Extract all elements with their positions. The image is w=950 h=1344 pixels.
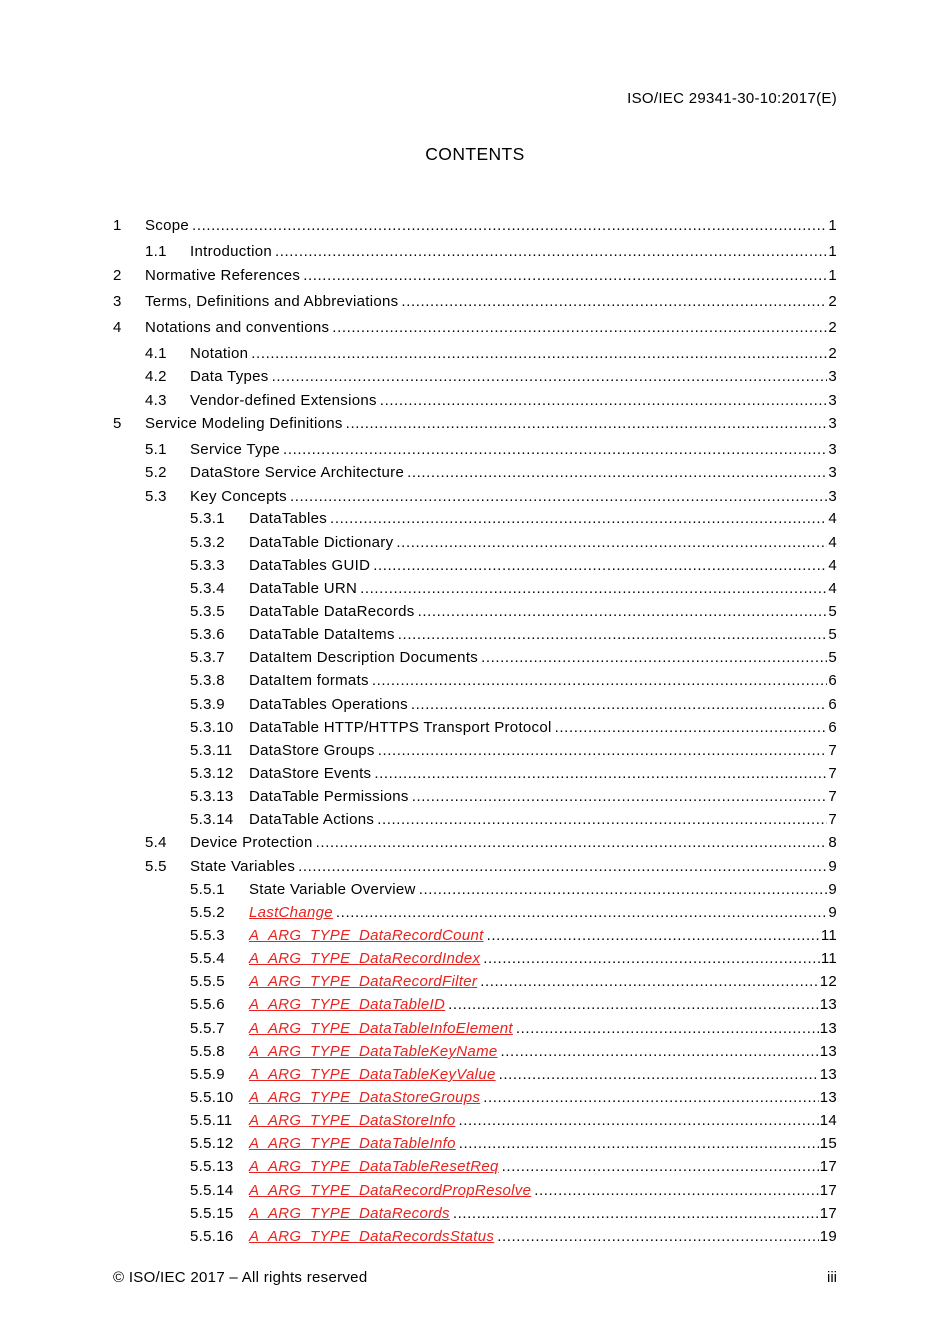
toc-entry-link[interactable]: A_ARG_TYPE_DataTableKeyName	[249, 1043, 498, 1060]
toc-entry	[0, 625, 950, 645]
dot-leader	[360, 579, 827, 599]
toc-entry-number: 5.5.14	[190, 1182, 234, 1199]
toc-entry-link[interactable]: A_ARG_TYPE_DataTableInfoElement	[249, 1020, 513, 1037]
toc-entry-page: 7	[828, 788, 837, 805]
toc-entry-line	[249, 1088, 837, 1108]
toc-entry-page: 2	[828, 345, 837, 362]
toc-entry-number: 5	[113, 415, 122, 432]
toc-entry[interactable]	[0, 972, 950, 992]
toc-entry-line	[249, 926, 837, 946]
toc-entry-number: 5.5.9	[190, 1066, 225, 1083]
toc-entry-line	[249, 972, 837, 992]
toc-entry-line	[249, 1157, 837, 1177]
toc-entry-link[interactable]: A_ARG_TYPE_DataStoreGroups	[249, 1089, 481, 1106]
toc-entry-page: 12	[819, 973, 837, 990]
toc-entry-page: 13	[819, 996, 837, 1013]
toc-entry-title: Scope	[145, 217, 190, 234]
dot-leader	[481, 648, 827, 668]
toc-entry-number: 5.5.2	[190, 904, 225, 921]
toc-entry	[0, 391, 950, 411]
dot-leader	[374, 764, 827, 784]
toc-entry-link[interactable]: A_ARG_TYPE_DataRecordIndex	[249, 950, 481, 967]
toc-entry-page: 9	[828, 858, 837, 875]
dot-leader	[298, 857, 827, 877]
toc-entry[interactable]	[0, 1111, 950, 1131]
toc-entry-link[interactable]: A_ARG_TYPE_DataRecords	[249, 1205, 450, 1222]
dot-leader	[303, 266, 827, 286]
toc-entry-link[interactable]: A_ARG_TYPE_DataRecordFilter	[249, 973, 478, 990]
toc-entry-line	[190, 487, 837, 507]
toc-entry-page: 15	[819, 1135, 837, 1152]
page-title: CONTENTS	[425, 144, 525, 164]
toc-entry-link[interactable]: A_ARG_TYPE_DataStoreInfo	[249, 1112, 456, 1129]
toc-entry	[0, 648, 950, 668]
toc-entry-title: Service Type	[190, 441, 281, 458]
toc-entry	[0, 242, 950, 262]
toc-entry-number: 5.3.7	[190, 649, 225, 666]
toc-entry	[0, 602, 950, 622]
toc-entry-line	[249, 648, 837, 668]
toc-entry	[0, 787, 950, 807]
toc-entry-page: 17	[819, 1182, 837, 1199]
dot-leader	[458, 1111, 818, 1131]
toc-entry[interactable]	[0, 1134, 950, 1154]
dot-leader	[372, 671, 828, 691]
toc-entry-page: 13	[819, 1089, 837, 1106]
toc-entry-link[interactable]: A_ARG_TYPE_DataTableID	[249, 996, 446, 1013]
toc-entry-number: 5.2	[145, 464, 167, 481]
toc-entry-title: DataTable URN	[249, 580, 358, 597]
toc-entry-title: Notation	[190, 345, 249, 362]
toc-entry-line	[190, 367, 837, 387]
toc-entry	[0, 344, 950, 364]
toc-entry-line	[249, 1111, 837, 1131]
toc-entry-page: 19	[819, 1228, 837, 1245]
toc-entry-link[interactable]: A_ARG_TYPE_DataTableKeyValue	[249, 1066, 496, 1083]
dot-leader	[290, 487, 827, 507]
toc-entry	[0, 671, 950, 691]
toc-entry-line	[249, 764, 837, 784]
toc-entry-page: 4	[828, 580, 837, 597]
toc-entry-page: 13	[819, 1043, 837, 1060]
toc-entry-title: DataTables Operations	[249, 696, 408, 713]
dot-leader	[502, 1157, 819, 1177]
dot-leader	[275, 242, 827, 262]
page-number: iii	[827, 1269, 837, 1286]
toc-entry-line	[249, 1042, 837, 1062]
toc-entry-line	[249, 1065, 837, 1085]
toc-entry-line	[249, 695, 837, 715]
toc-entry-number: 2	[113, 267, 122, 284]
dot-leader	[483, 1088, 818, 1108]
toc-entry-page: 11	[820, 950, 837, 967]
toc-entry-line	[249, 625, 837, 645]
toc-entry-number: 5.5.10	[190, 1089, 234, 1106]
toc-entry-title: DataTable Actions	[249, 811, 375, 828]
toc-entry-link[interactable]: A_ARG_TYPE_DataRecordsStatus	[249, 1228, 495, 1245]
dot-leader	[396, 533, 827, 553]
toc-entry-line	[190, 463, 837, 483]
toc-entry-number: 5.3.10	[190, 719, 234, 736]
toc-entry-page: 7	[828, 811, 837, 828]
toc-entry-line	[249, 810, 837, 830]
dot-leader	[418, 602, 828, 622]
dot-leader	[497, 1227, 819, 1247]
toc-entry-line	[249, 1227, 837, 1247]
toc-entry	[0, 463, 950, 483]
toc-entry-page: 5	[828, 626, 837, 643]
dot-leader	[346, 414, 828, 434]
toc-entry-number: 5.5.5	[190, 973, 225, 990]
toc-entry[interactable]	[0, 903, 950, 923]
toc-entry-title: Data Types	[190, 368, 269, 385]
dot-leader	[316, 833, 828, 853]
toc-entry[interactable]	[0, 926, 950, 946]
toc-entry-number: 5.5.13	[190, 1158, 234, 1175]
toc-entry-page: 5	[828, 649, 837, 666]
toc-entry-page: 14	[819, 1112, 837, 1129]
toc-entry-number: 5.5.8	[190, 1043, 225, 1060]
toc-entry	[0, 414, 950, 434]
toc-entry-number: 5.5.7	[190, 1020, 225, 1037]
toc-entry-number: 5.3.3	[190, 557, 225, 574]
toc-entry-title: Normative References	[145, 267, 301, 284]
toc-entry-number: 4.2	[145, 368, 167, 385]
dot-leader	[380, 391, 828, 411]
toc-entry-number: 5.3.2	[190, 534, 225, 551]
toc-entry-number: 3	[113, 293, 122, 310]
toc-entry-line	[249, 787, 837, 807]
toc-entry	[0, 292, 950, 312]
dot-leader	[411, 695, 827, 715]
toc-entry-line	[249, 1181, 837, 1201]
toc-entry-page: 4	[828, 510, 837, 527]
toc-entry-number: 5.5.11	[190, 1112, 233, 1129]
toc-entry	[0, 857, 950, 877]
toc-entry-number: 5.3.1	[190, 510, 225, 527]
toc-entry[interactable]	[0, 1157, 950, 1177]
toc-entry-line	[249, 671, 837, 691]
toc-entry-link[interactable]: LastChange	[249, 904, 333, 921]
toc-entry-line	[249, 509, 837, 529]
toc-entry-page: 6	[828, 719, 837, 736]
toc-entry-page: 9	[828, 904, 837, 921]
toc-entry-link[interactable]: A_ARG_TYPE_DataTableResetReq	[249, 1158, 499, 1175]
toc-entry-line	[190, 242, 837, 262]
dot-leader	[272, 367, 828, 387]
toc-entry	[0, 810, 950, 830]
dot-leader	[483, 949, 820, 969]
dot-leader	[401, 292, 827, 312]
toc-entry-line	[249, 949, 837, 969]
toc-entry	[0, 579, 950, 599]
toc-entry-number: 5.4	[145, 834, 167, 851]
toc-entry-number: 1.1	[145, 243, 167, 260]
toc-entry-number: 5.5.1	[190, 881, 225, 898]
dot-leader	[453, 1204, 819, 1224]
toc-entry	[0, 318, 950, 338]
toc-entry-line	[249, 1134, 837, 1154]
toc-entry-title: Key Concepts	[190, 488, 287, 505]
toc-entry-number: 5.3.12	[190, 765, 234, 782]
toc-entry[interactable]	[0, 1065, 950, 1085]
toc-entry-page: 3	[828, 368, 837, 385]
document-id: ISO/IEC 29341-30-10:2017(E)	[627, 90, 837, 107]
toc-entry	[0, 880, 950, 900]
toc-entry-page: 6	[828, 672, 837, 689]
toc-entry-line	[249, 602, 837, 622]
toc-entry-page: 11	[820, 927, 837, 944]
toc-entry-title: DataStore Events	[249, 765, 372, 782]
toc-entry-number: 5.5.4	[190, 950, 225, 967]
toc-entry-page: 2	[828, 319, 837, 336]
dot-leader	[373, 556, 827, 576]
toc-entry-page: 3	[828, 415, 837, 432]
toc-entry-page: 1	[828, 217, 837, 234]
toc-entry-title: State Variables	[190, 858, 296, 875]
dot-leader	[534, 1181, 818, 1201]
toc-entry-number: 5.1	[145, 441, 167, 458]
toc-entry-number: 5.5.3	[190, 927, 225, 944]
toc-entry[interactable]	[0, 1088, 950, 1108]
toc-entry	[0, 695, 950, 715]
dot-leader	[459, 1134, 819, 1154]
toc-entry-number: 5.3.4	[190, 580, 225, 597]
toc-entry-page: 13	[819, 1020, 837, 1037]
toc-entry	[0, 833, 950, 853]
toc-entry-title: DataTables	[249, 510, 328, 527]
toc-entry	[0, 440, 950, 460]
toc-entry-line	[249, 1019, 837, 1039]
toc-entry-line	[249, 903, 837, 923]
toc-entry-line	[249, 995, 837, 1015]
dot-leader	[283, 440, 827, 460]
toc-entry-line	[249, 579, 837, 599]
toc-entry-page: 17	[819, 1205, 837, 1222]
toc-entry-title: DataStore Service Architecture	[190, 464, 405, 481]
dot-leader	[501, 1042, 819, 1062]
toc-entry-title: DataItem Description Documents	[249, 649, 479, 666]
toc-entry-line	[249, 880, 837, 900]
toc-entry-number: 5.3.9	[190, 696, 225, 713]
toc-entry	[0, 266, 950, 286]
toc-entry-title: DataTables GUID	[249, 557, 371, 574]
toc-entry-title: DataTable Dictionary	[249, 534, 394, 551]
toc-entry-page: 3	[828, 392, 837, 409]
dot-leader	[192, 216, 827, 236]
toc-entry-number: 5.5.12	[190, 1135, 234, 1152]
toc-entry	[0, 533, 950, 553]
toc-entry-line	[249, 741, 837, 761]
dot-leader	[487, 926, 820, 946]
toc-entry-page: 5	[828, 603, 837, 620]
toc-entry-line	[145, 292, 837, 312]
toc-entry	[0, 718, 950, 738]
toc-entry-number: 4.1	[145, 345, 167, 362]
dot-leader	[398, 625, 828, 645]
dot-leader	[412, 787, 828, 807]
toc-entry-page: 3	[828, 464, 837, 481]
toc-entry-line	[145, 414, 837, 434]
toc-entry	[0, 509, 950, 529]
toc-entry-page: 4	[828, 557, 837, 574]
toc-entry-link[interactable]: A_ARG_TYPE_DataRecordCount	[249, 927, 484, 944]
toc-entry-number: 5.5.15	[190, 1205, 234, 1222]
toc-entry[interactable]	[0, 1181, 950, 1201]
toc-entry-line	[190, 857, 837, 877]
toc-entry-page: 3	[828, 441, 837, 458]
toc-entry-page: 1	[828, 267, 837, 284]
toc-entry-line	[249, 556, 837, 576]
toc-entry	[0, 216, 950, 236]
dot-leader	[332, 318, 827, 338]
dot-leader	[407, 463, 827, 483]
toc-entry-page: 1	[828, 243, 837, 260]
toc-entry-page: 7	[828, 742, 837, 759]
toc-entry	[0, 764, 950, 784]
dot-leader	[251, 344, 827, 364]
toc-entry-page: 6	[828, 696, 837, 713]
toc-entry-title: Notations and conventions	[145, 319, 330, 336]
toc-entry-line	[190, 391, 837, 411]
toc-entry-number: 1	[113, 217, 122, 234]
toc-entry-link[interactable]: A_ARG_TYPE_DataTableInfo	[249, 1135, 456, 1152]
toc-entry-line	[190, 833, 837, 853]
toc-entry-title: Vendor-defined Extensions	[190, 392, 377, 409]
dot-leader	[448, 995, 819, 1015]
toc-entry-title: DataTable HTTP/HTTPS Transport Protocol	[249, 719, 552, 736]
toc-entry-title: Device Protection	[190, 834, 313, 851]
toc-entry-number: 4	[113, 319, 122, 336]
toc-entry-title: Terms, Definitions and Abbreviations	[145, 293, 399, 310]
toc-entry-line	[249, 1204, 837, 1224]
toc-entry	[0, 741, 950, 761]
toc-entry	[0, 487, 950, 507]
toc-entry-page: 2	[828, 293, 837, 310]
toc-entry-line	[145, 266, 837, 286]
dot-leader	[336, 903, 827, 923]
toc-entry-title: DataTable DataRecords	[249, 603, 415, 620]
toc-entry-line	[249, 533, 837, 553]
toc-entry-number: 5.3.13	[190, 788, 234, 805]
toc-entry-title: DataTable DataItems	[249, 626, 395, 643]
toc-entry-line	[190, 344, 837, 364]
toc-entry-number: 5.5	[145, 858, 167, 875]
toc-entry	[0, 556, 950, 576]
toc-entry[interactable]	[0, 949, 950, 969]
toc-entry-line	[145, 318, 837, 338]
dot-leader	[330, 509, 827, 529]
toc-entry-title: DataItem formats	[249, 672, 369, 689]
toc-entry-page: 17	[819, 1158, 837, 1175]
dot-leader	[377, 810, 827, 830]
toc-entry-number: 5.3.8	[190, 672, 225, 689]
toc-entry-number: 5.3.14	[190, 811, 234, 828]
toc-entry-title: State Variable Overview	[249, 881, 416, 898]
toc-entry[interactable]	[0, 1227, 950, 1247]
toc-entry-page: 4	[828, 534, 837, 551]
toc-entry-title: Introduction	[190, 243, 272, 260]
dot-leader	[516, 1019, 819, 1039]
toc-entry-number: 5.3.11	[190, 742, 233, 759]
toc-entry-page: 3	[828, 488, 837, 505]
dot-leader	[555, 718, 828, 738]
toc-entry[interactable]	[0, 1204, 950, 1224]
toc-entry-number: 5.3.5	[190, 603, 225, 620]
toc-entry-number: 4.3	[145, 392, 167, 409]
toc-entry	[0, 367, 950, 387]
toc-entry-page: 13	[819, 1066, 837, 1083]
toc-entry-title: DataStore Groups	[249, 742, 375, 759]
toc-entry-line	[145, 216, 837, 236]
toc-entry-number: 5.5.6	[190, 996, 225, 1013]
toc-entry-page: 7	[828, 765, 837, 782]
toc-entry-number: 5.3	[145, 488, 167, 505]
dot-leader	[378, 741, 828, 761]
dot-leader	[480, 972, 819, 992]
toc-entry-line	[249, 718, 837, 738]
toc-entry-title: DataTable Permissions	[249, 788, 409, 805]
toc-entry[interactable]	[0, 1019, 950, 1039]
copyright-notice: © ISO/IEC 2017 – All rights reserved	[113, 1269, 368, 1286]
toc-entry[interactable]	[0, 1042, 950, 1062]
dot-leader	[419, 880, 828, 900]
toc-entry-title: Service Modeling Definitions	[145, 415, 343, 432]
dot-leader	[499, 1065, 819, 1085]
toc-entry[interactable]	[0, 995, 950, 1015]
toc-entry-page: 8	[828, 834, 837, 851]
toc-entry-line	[190, 440, 837, 460]
toc-entry-link[interactable]: A_ARG_TYPE_DataRecordPropResolve	[249, 1182, 532, 1199]
toc-entry-page: 9	[828, 881, 837, 898]
toc-entry-number: 5.3.6	[190, 626, 225, 643]
toc-entry-number: 5.5.16	[190, 1228, 234, 1245]
